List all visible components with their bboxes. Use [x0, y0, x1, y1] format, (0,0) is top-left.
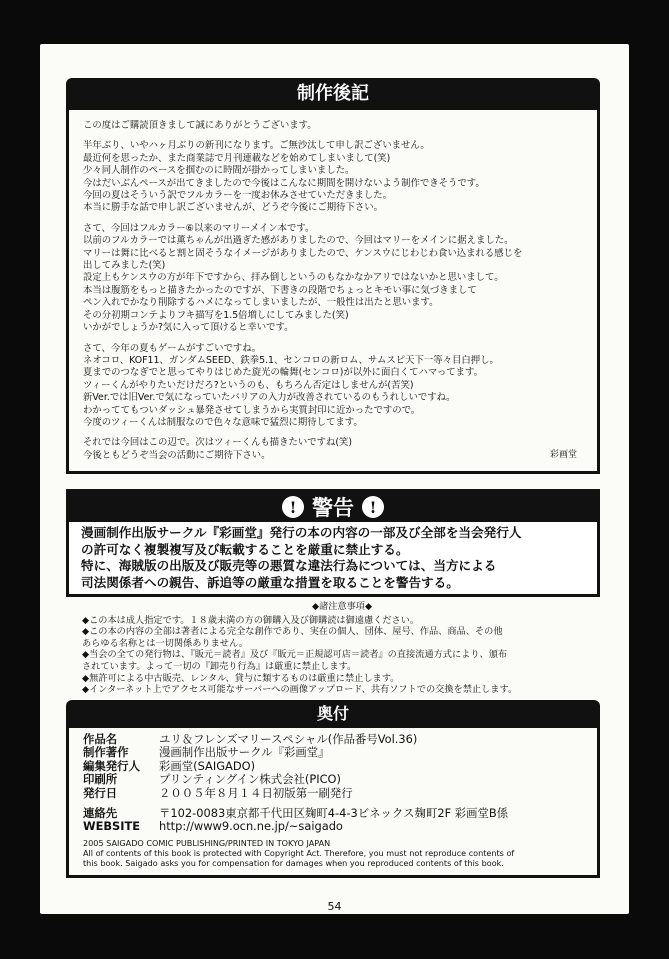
text-line: 新Ver.では旧Ver.で気になっていたバリアの入力が改善されているのもうれしいですね。 — [83, 392, 456, 404]
colophon-label: 編集発行人 — [83, 758, 140, 773]
exclamation-circle-icon: ! — [362, 496, 384, 518]
notice-item — [82, 649, 602, 672]
text-line: あらゆる名称とは一切関係ありません。 — [82, 637, 248, 649]
colophon-label: WEBSITE — [83, 819, 141, 834]
colophon-label: 発行日 — [83, 785, 118, 800]
notice-item — [82, 615, 602, 627]
page-number: 54 — [327, 900, 342, 913]
text-line: ◆無許可による中古販売、レンタル、貸与に類するものは厳重に禁止します。 — [82, 672, 400, 684]
warning-line: 司法関係者への親告、訴追等の厳重な措置を取ることを警告する。 — [81, 574, 459, 590]
copyright-line: this book. Saigado asks you for compensation for damages when you reproduced contents of this book. — [83, 857, 504, 868]
text-line: ペン入れでかなり削除するハメになってしまいましたが、一般性は出たと思います。 — [83, 297, 439, 309]
text-line: 今度のツィーくんは制服なので色々な意味で猛烈に期待してます。 — [83, 416, 363, 428]
colophon-label: 連絡先 — [83, 806, 118, 821]
text-line: ◆当会の全ての発行物は、『販元＝読者』及び『販元＝正規認可店＝読者』の直接流通方式により、頒布 — [82, 649, 508, 661]
afterword-paragraph — [83, 223, 583, 335]
text-line: 以前のフルカラーでは薫ちゃんが出過ぎた感がありましたので、今回はマリーをメインに据えました。 — [83, 235, 514, 247]
copyright-notice — [83, 838, 587, 868]
text-line: 出してみました(笑) — [83, 260, 166, 272]
text-line: ネオコロ、KOF11、ガンダムSEED、鉄拳5.1、センコロの新ロム、サムスピ天下一等々目白押し。 — [83, 354, 499, 366]
notice-title: ◆諸注意事項◆ — [311, 601, 373, 612]
afterword-paragraph — [83, 120, 583, 132]
text-line: 今回の夏はそういう訳でフルカラーを一度お休みさせていただきました。 — [83, 190, 393, 202]
text-line: この度はご購読頂きまして誠にありがとうございます。 — [83, 120, 317, 131]
text-line: 少々同人制作のペースを掴むのに時間が掛かってしまいました。 — [83, 165, 355, 177]
warning-body — [69, 522, 597, 591]
warning-box — [66, 489, 600, 597]
text-line: いかがでしょうか?気に入って頂けると幸いです。 — [83, 322, 294, 334]
document-page — [40, 44, 629, 914]
text-line: わかっててもついダッシュ暴発させてしまうから実質封印に近かったですので。 — [83, 404, 421, 416]
colophon-value: http://www9.ocn.ne.jp/~saigado — [159, 819, 343, 834]
colophon-label: 制作著作 — [83, 745, 129, 760]
afterword-paragraph — [83, 343, 583, 430]
colophon-label: 印刷所 — [83, 772, 118, 787]
exclamation-circle-icon: ! — [282, 496, 304, 518]
text-line: マリーは舞に比べると割と固そうなイメージがありましたので、ケンスウにじわじわ食い込まれる感じを — [83, 247, 523, 259]
colophon-value: ２００５年８月１４日初版第一刷発行 — [159, 785, 353, 800]
colophon-table — [83, 733, 587, 800]
colophon-title: 奥付 — [66, 700, 600, 728]
warning-line: の許可なく複製複写及び転載することを厳重に禁止する。 — [81, 541, 409, 557]
text-line: 設定上もケンスウの方が年下ですから、拝み倒しというのもなかなかアリではないかと思いまして。 — [83, 272, 504, 284]
text-line: ◆インターネット上でアクセス可能なサーバーへの画像アップロード、共有ソフトでの交換を禁止します。 — [82, 684, 518, 696]
text-line: その分初期コンテよりフキ描写を1.5倍増しにしてみました(笑) — [83, 309, 349, 321]
text-line: さて、今回はフルカラー⑥以来のマリーメイン本です。 — [83, 222, 315, 234]
text-line: 半年ぶり、いやハヶ月ぶりの新刊になります。ご無沙汰して申し訳ございません。 — [83, 140, 430, 152]
colophon-value: ユリ＆フレンズマリースペシャル(作品番号Vol.36) — [159, 732, 418, 746]
colophon-box — [66, 728, 600, 878]
text-line: 本当に勝手な話で申し訳ございませんが、どうぞ今後にご期待下さい。 — [83, 202, 384, 214]
text-line: ◆この本の内容の全部は著者による完全な創作であり、実在の個人、団体、屋号、作品、商品、その他 — [82, 626, 503, 638]
notice-item — [82, 626, 602, 649]
text-line: 今はだいぶんペースが出てきましたので今後はこんなに期間を開けないよう制作できそうです。 — [83, 177, 485, 189]
warning-title: 警告 — [312, 495, 354, 520]
signature: 彩画堂 — [549, 449, 577, 460]
text-line: されています。よって一切の『卸売り行為』は厳重に禁止します。 — [82, 660, 357, 672]
copyright-line: 2005 SAIGADO COMIC PUBLISHING/PRINTED IN TOKYO JAPAN — [83, 837, 331, 848]
afterword-paragraph — [83, 140, 583, 214]
text-line: 本当は腹筋をもっと描きたかったのですが、下書きの段階でちょっとキモい事に気づきまして — [83, 284, 477, 296]
afterword-box — [66, 110, 600, 474]
afterword-body — [83, 120, 583, 462]
notice-section — [82, 601, 602, 696]
afterword-title: 制作後記 — [66, 78, 600, 110]
notice-item — [82, 684, 602, 696]
warning-line: 漫画制作出版サークル『彩画堂』発行の本の内容の一部及び全部を当会発行人 — [81, 525, 522, 540]
colophon-value: 彩画堂(SAIGADO) — [159, 758, 256, 773]
text-line: さて、今年の夏もゲームがすごいですね。 — [83, 342, 261, 354]
text-line: 今後ともどうぞ当会の活動にご期待下さい。 — [83, 449, 271, 461]
copyright-line: All of contents of this book is protected with Copyright Act. Therefore, you must not reproduce contents of — [83, 847, 515, 858]
notice-item — [82, 673, 602, 685]
colophon-contact — [83, 807, 587, 834]
text-line: ◆この本は成人指定です。１８歳未満の方の御購入及び御購読は御遠慮ください。 — [82, 614, 420, 626]
afterword-paragraph — [83, 437, 583, 462]
colophon-value: 〒102-0083東京都千代田区麹町4-4-3ビネックス麹町2F 彩画堂B係 — [159, 806, 509, 821]
text-line: それでは今回はこの辺で。次はツィーくんも描きたいですね(笑) — [83, 437, 353, 449]
text-line: ツィーくんがやりたいだけだろ?というのも、もちろん否定はしませんが(苦笑) — [83, 379, 414, 391]
warning-header — [69, 492, 597, 522]
text-line: 最近何を思ったか、また商業誌で月刊連載などを始めてしまいまして(笑) — [83, 152, 391, 164]
colophon-label: 作品名 — [83, 732, 118, 746]
warning-line: 特に、海賊版の出版及び販売等の悪質な違法行為については、当方による — [81, 558, 497, 573]
colophon-value: 漫画制作出版サークル『彩画堂』 — [159, 745, 330, 760]
notice-list — [82, 615, 602, 696]
text-line: 夏までのつなぎでと思ってやりはじめた旋光の輪舞(センコロ)が以外に面白くてハマってます。 — [83, 367, 483, 379]
colophon-value: プリンティングイン株式会社(PICO) — [159, 772, 341, 787]
